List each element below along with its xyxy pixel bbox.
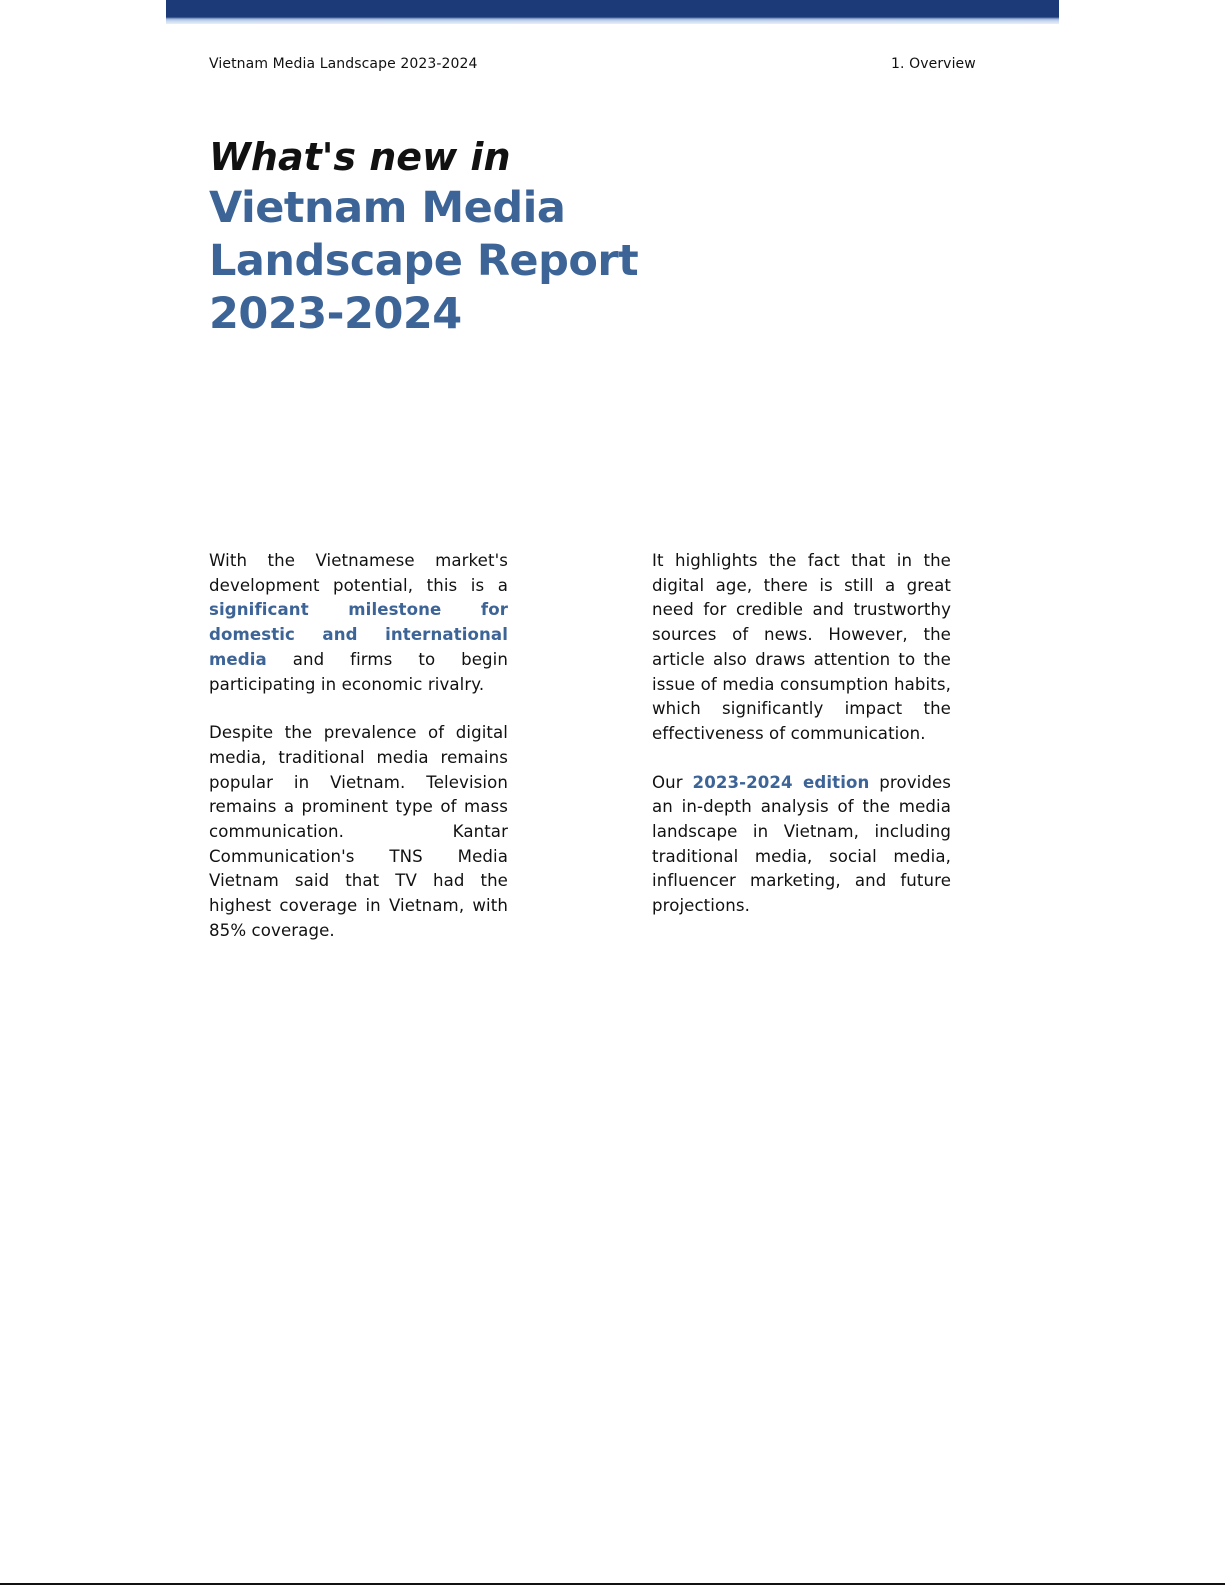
highlight-text: significant milestone for domestic and international media [209,600,508,669]
paragraph-text: and firms to begin participating in economic rivalry. [209,649,508,694]
top-banner-image [166,0,1059,24]
paragraph: Despite the prevalence of digital media, traditional media remains popular in Vietnam. Television remains a prominent type of mass communication. Kantar Communication's TNS Media Vietnam said that TV had the highest coverage in Vietnam, with 85% coverage. [209,723,508,940]
title-line-2: Landscape Report [209,236,639,286]
paragraph: It highlights the fact that in the digital age, there is still a great need for credible and trustworthy sources of news. However, the article also draws attention to the issue of media consumption habits, which significantly impact the effectiveness of communication. [652,551,951,743]
highlight-text: 2023-2024 edition [692,772,870,792]
paragraph [652,771,951,919]
paragraph [209,549,508,697]
paragraph-text: With the Vietnamese market's development potential, this is a [209,551,508,595]
title-line-3: 2023-2024 [209,289,462,339]
running-header-section: 1. Overview [891,56,976,72]
page-title [209,134,809,341]
running-header-title: Vietnam Media Landscape 2023-2024 [209,56,478,72]
title-lead: What's new in [209,135,511,179]
title-line-1: Vietnam Media [209,183,566,233]
left-column [209,549,508,968]
paragraph-text: Our [652,772,683,792]
paragraph-text: provides an in-depth analysis of the media landscape in Vietnam, including traditional media, social media, influencer marketing, and future projections. [652,772,952,916]
right-column [652,549,951,943]
